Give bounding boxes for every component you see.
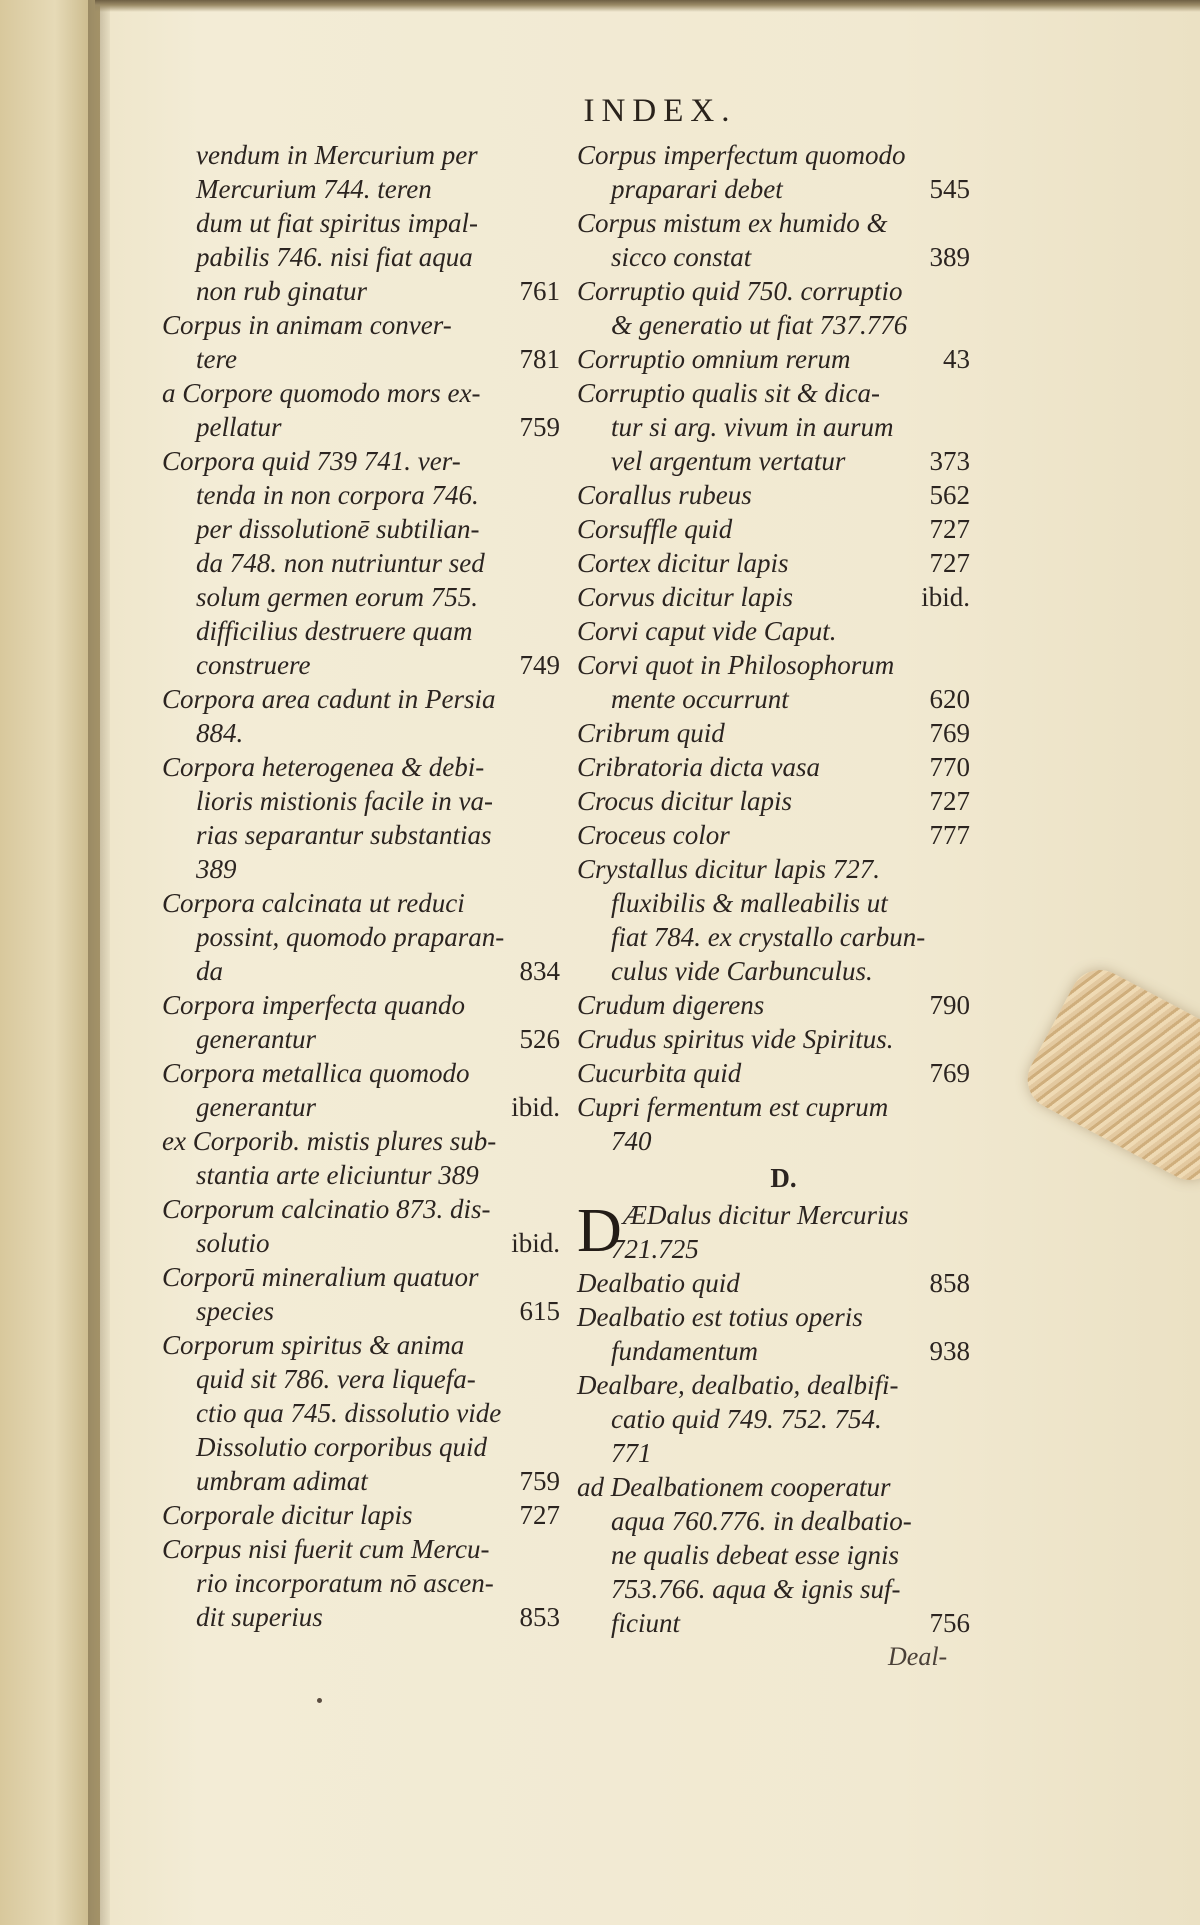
entry-text: Crystallus dicitur lapis 727. [577, 854, 881, 884]
entry-text: Corpora imperfecta quando [162, 990, 465, 1020]
page-reference: ibid. [921, 582, 970, 612]
entry-text: dit superius [196, 1602, 323, 1632]
index-entry-line [162, 1566, 560, 1600]
index-entry-line [162, 1090, 560, 1124]
entry-text: Corpora area cadunt in Persia [162, 684, 496, 714]
index-entry-line [577, 818, 970, 852]
index-entry-line [162, 410, 560, 444]
index-entry-line [162, 954, 560, 988]
page-reference: 790 [929, 990, 970, 1020]
index-entry-line [162, 1328, 560, 1362]
entry-text: 721.725 [611, 1234, 699, 1264]
index-entry-line [577, 682, 970, 716]
entry-text: stantia arte eliciuntur 389 [196, 1160, 479, 1190]
section-letter: D. [770, 1163, 797, 1193]
index-entry-line [577, 410, 970, 444]
entry-text: Corpora quid 739 741. ver- [162, 446, 461, 476]
entry-text: Corvus dicitur lapis [577, 582, 794, 612]
index-entry-line [162, 444, 560, 478]
index-entry-line [162, 1260, 560, 1294]
entry-text: Crudus spiritus vide Spiritus. [577, 1024, 894, 1054]
entry-text: generantur [196, 1024, 316, 1054]
index-entry-line [577, 852, 970, 886]
entry-text: catio quid 749. 752. 754. [611, 1404, 882, 1434]
index-entry-line [162, 308, 560, 342]
index-entry-line [577, 920, 970, 954]
index-entry-line [162, 682, 560, 716]
catchword: Deal- [888, 1642, 948, 1671]
index-entry-line [577, 1090, 970, 1124]
index-entries-d [577, 1232, 970, 1640]
entry-text: 753.766. aqua & ignis suf- [611, 1574, 901, 1604]
index-entry-line [162, 1498, 560, 1532]
page-reference: 781 [519, 344, 560, 374]
index-entry-line [162, 1294, 560, 1328]
entry-text: ficiunt [611, 1608, 680, 1638]
page-reference: 526 [519, 1024, 560, 1054]
index-entry-line [162, 784, 560, 818]
page-reference: 727 [929, 514, 970, 544]
entry-text: construere [196, 650, 311, 680]
index-entry-line [162, 172, 560, 206]
index-entry-line [162, 1362, 560, 1396]
index-entry-line [577, 1334, 970, 1368]
index-entry-line [577, 750, 970, 784]
index-entry-line [577, 648, 970, 682]
entry-text: Corporum spiritus & anima [162, 1330, 465, 1360]
page-reference: 545 [929, 174, 970, 204]
index-entry-line [577, 580, 970, 614]
index-entry-line [162, 852, 560, 886]
entry-text: 389 [196, 854, 237, 884]
page-reference: 761 [519, 276, 560, 306]
entry-text: Cribrum quid [577, 718, 725, 748]
entry-text: Corporū mineralium quatuor [162, 1262, 479, 1292]
index-entry-line [162, 206, 560, 240]
entry-text: Dealbatio quid [577, 1268, 740, 1298]
entry-text: possint, quomodo praparan- [196, 922, 505, 952]
index-entry-line [162, 1464, 560, 1498]
index-entry-line [577, 716, 970, 750]
brush-tip [1017, 959, 1200, 1190]
page-reference: 834 [519, 956, 560, 986]
index-entry-line [162, 240, 560, 274]
index-entry-line [577, 240, 970, 274]
index-column-right [577, 138, 970, 1640]
index-entry-line [577, 954, 970, 988]
entry-text: fluxibilis & malleabilis ut [611, 888, 888, 918]
entry-text: da 748. non nutriuntur sed [196, 548, 485, 578]
page-gutter-shadow [88, 0, 110, 1925]
index-entries-c [577, 138, 970, 1158]
entry-text: umbram adimat [196, 1466, 368, 1496]
index-entry-line [577, 172, 970, 206]
entry-text: Corsuffle quid [577, 514, 733, 544]
entry-text: per dissolutionē subtilian- [196, 514, 480, 544]
entry-text: Cribratoria dicta vasa [577, 752, 821, 782]
index-entry-line [162, 1158, 560, 1192]
index-entry-line [577, 1538, 970, 1572]
index-entry-line [162, 1600, 560, 1634]
page-reference: 615 [519, 1296, 560, 1326]
page-reference: 770 [929, 752, 970, 782]
index-entry-line [162, 818, 560, 852]
index-entry-line [162, 886, 560, 920]
index-entry-line [577, 1368, 970, 1402]
entry-text: Corruptio omnium rerum [577, 344, 851, 374]
entry-text: Dealbatio est totius operis [577, 1302, 863, 1332]
entry-text: Corpora heterogenea & debi- [162, 752, 485, 782]
page-reference: 749 [519, 650, 560, 680]
entry-text: & generatio ut fiat 737.776 [611, 310, 908, 340]
index-entry-line [577, 376, 970, 410]
page-reference: 727 [929, 548, 970, 578]
entry-text: solutio [196, 1228, 270, 1258]
index-entry-line [162, 478, 560, 512]
entry-text: Corpus in animam conver- [162, 310, 452, 340]
page-reference: 858 [929, 1268, 970, 1298]
index-entry-line [577, 1504, 970, 1538]
entry-text: Corpora metallica quomodo [162, 1058, 470, 1088]
index-entry-line [162, 1532, 560, 1566]
index-entry-line [162, 920, 560, 954]
index-entry-line [162, 546, 560, 580]
index-entry-line [162, 1124, 560, 1158]
entry-text: 740 [611, 1126, 652, 1156]
entry-text: 771 [611, 1438, 652, 1468]
entry-text: species [196, 1296, 274, 1326]
index-entry-line [577, 206, 970, 240]
page-reference: 727 [929, 786, 970, 816]
index-entry-line [162, 750, 560, 784]
index-entry-line [577, 512, 970, 546]
page-reference: 727 [519, 1500, 560, 1530]
index-entry-line [577, 308, 970, 342]
entry-text: Corpus mistum ex humido & [577, 208, 888, 238]
page-reference: 938 [929, 1336, 970, 1366]
index-entry-line [162, 1396, 560, 1430]
entry-text: Cupri fermentum est cuprum [577, 1092, 889, 1122]
entry-text: fiat 784. ex crystallo carbun- [611, 922, 926, 952]
page-top-edge [95, 0, 1200, 12]
page-reference: ibid. [511, 1228, 560, 1258]
entry-text: ex Corporib. mistis plures sub- [162, 1126, 497, 1156]
index-entry-line [577, 478, 970, 512]
index-entry-line [162, 1192, 560, 1226]
entry-text: ad Dealbationem cooperatur [577, 1472, 891, 1502]
entry-text: pellatur [196, 412, 282, 442]
page-reference: 620 [929, 684, 970, 714]
page-header: INDEX. [583, 93, 737, 129]
entry-text: generantur [196, 1092, 316, 1122]
entry-text: aqua 760.776. in dealbatio- [611, 1506, 912, 1536]
entry-text: ctio qua 745. dissolutio vide [196, 1398, 502, 1428]
index-entry-line [577, 1402, 970, 1436]
index-entry-line [162, 716, 560, 750]
entry-text: Cortex dicitur lapis [577, 548, 789, 578]
page-reference: 853 [519, 1602, 560, 1632]
index-entry-line [162, 1056, 560, 1090]
page-reference: 769 [929, 1058, 970, 1088]
entry-text: Corvi caput vide Caput. [577, 616, 837, 646]
page-reference: 562 [929, 480, 970, 510]
entry-text: solum germen eorum 755. [196, 582, 478, 612]
page-reference: ibid. [511, 1092, 560, 1122]
index-entry-line [577, 274, 970, 308]
entry-text: Corvi quot in Philosophorum [577, 650, 895, 680]
entry-text: a Corpore quomodo mors ex- [162, 378, 481, 408]
entry-text: Croceus color [577, 820, 730, 850]
index-entry-line [162, 342, 560, 376]
dropcap-line-text: ÆDalus dicitur Mercurius [623, 1200, 909, 1230]
index-entry-line [577, 614, 970, 648]
entry-text: ne qualis debeat esse ignis [611, 1540, 899, 1570]
index-entry-line [577, 138, 970, 172]
index-entry-line [162, 648, 560, 682]
page-reference: 769 [929, 718, 970, 748]
index-entry-line [162, 376, 560, 410]
entry-text: quid sit 786. vera liquefa- [196, 1364, 476, 1394]
entry-text: Dealbare, dealbatio, dealbifi- [577, 1370, 899, 1400]
index-entry-line [577, 1266, 970, 1300]
entry-text: 884. [196, 718, 244, 748]
drop-cap-letter: D [577, 1197, 622, 1265]
entry-text: rias separantur substantias [196, 820, 492, 850]
entry-text: vel argentum vertatur [611, 446, 846, 476]
entry-text: Cucurbita quid [577, 1058, 742, 1088]
index-entry-line [577, 1300, 970, 1334]
index-entry-line [162, 512, 560, 546]
index-entry-line [162, 614, 560, 648]
index-entry-line [577, 1022, 970, 1056]
entry-text: da [196, 956, 223, 986]
index-entry-line [577, 342, 970, 376]
entry-text: vendum in Mercurium per [196, 140, 478, 170]
page-reference: 43 [943, 344, 970, 374]
entry-text: Dissolutio corporibus quid [196, 1432, 488, 1462]
entry-text: rio incorporatum nō ascen- [196, 1568, 494, 1598]
entry-text: pabilis 746. nisi fiat aqua [196, 242, 473, 272]
index-entry-line [162, 1226, 560, 1260]
index-entry-line [577, 1232, 970, 1266]
entry-text: tere [196, 344, 237, 374]
entry-text: Corruptio quid 750. corruptio [577, 276, 903, 306]
entry-text: fundamentum [611, 1336, 758, 1366]
entry-text: Mercurium 744. teren [196, 174, 432, 204]
index-entry-line [577, 886, 970, 920]
entry-text: dum ut fiat spiritus impal- [196, 208, 479, 238]
page-reference: 756 [929, 1608, 970, 1638]
entry-text: Corpus imperfectum quomodo [577, 140, 906, 170]
index-entry-line [162, 274, 560, 308]
index-entry-line [162, 1022, 560, 1056]
index-entry-line [162, 580, 560, 614]
index-entry-line [577, 444, 970, 478]
index-entry-line [577, 1572, 970, 1606]
index-entry-line [577, 1606, 970, 1640]
entry-text: Corpora calcinata ut reduci [162, 888, 465, 918]
index-entry-line [162, 988, 560, 1022]
facing-page-edge [0, 0, 100, 1925]
entry-text: tur si arg. vivum in aurum [611, 412, 894, 442]
index-entry-line [577, 546, 970, 580]
entry-text: Corruptio qualis sit & dica- [577, 378, 881, 408]
page-reference: 759 [519, 1466, 560, 1496]
index-column-left [162, 138, 560, 1634]
index-entry-line [162, 1430, 560, 1464]
index-entry-line [577, 1470, 970, 1504]
ink-speck [317, 1698, 322, 1703]
page-reference: 389 [929, 242, 970, 272]
index-entry-line [162, 138, 560, 172]
entry-text: culus vide Carbunculus. [611, 956, 873, 986]
index-entry-line [577, 784, 970, 818]
entry-text: Corpus nisi fuerit cum Mercu- [162, 1534, 490, 1564]
entry-text: Corporum calcinatio 873. dis- [162, 1194, 491, 1224]
entry-text: Crudum digerens [577, 990, 765, 1020]
entry-text: sicco constat [611, 242, 752, 272]
page-reference: 759 [519, 412, 560, 442]
entry-text: praparari debet [611, 174, 783, 204]
entry-text: Corporale dicitur lapis [162, 1500, 413, 1530]
index-entry-line [577, 988, 970, 1022]
page-reference: 373 [929, 446, 970, 476]
entry-text: Crocus dicitur lapis [577, 786, 793, 816]
entry-text: tenda in non corpora 746. [196, 480, 479, 510]
index-entry-line [577, 1436, 970, 1470]
entry-text: mente occurrunt [611, 684, 789, 714]
entry-text: difficilius destruere quam [196, 616, 473, 646]
index-entry-line [577, 1056, 970, 1090]
entry-text: lioris mistionis facile in va- [196, 786, 493, 816]
entry-text: non rub ginatur [196, 276, 368, 306]
index-entry-line [577, 1124, 970, 1158]
page-reference: 777 [929, 820, 970, 850]
entry-text: Corallus rubeus [577, 480, 752, 510]
